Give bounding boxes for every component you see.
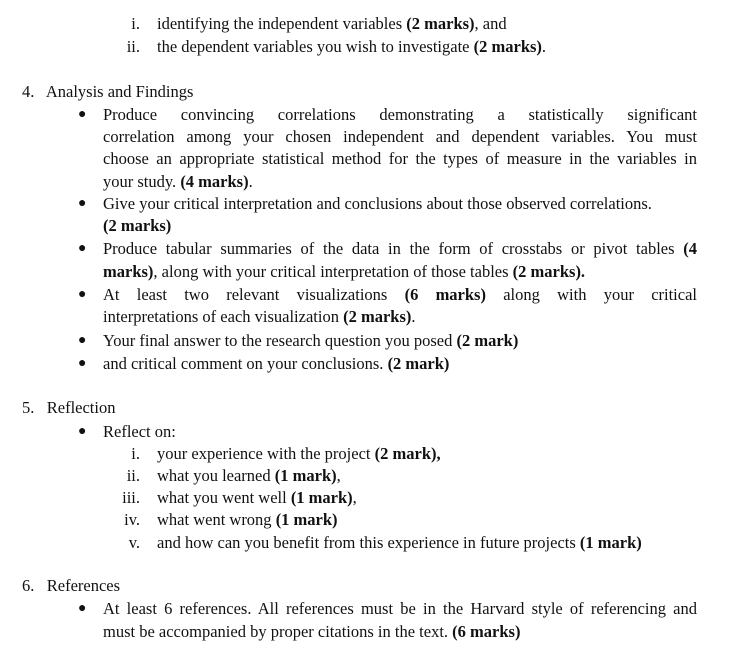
bullet-icon: ● bbox=[78, 196, 87, 211]
section-heading-reflection: 5. Reflection bbox=[22, 398, 116, 417]
list-item: the dependent variables you wish to investigate (2 marks). bbox=[157, 37, 547, 56]
list-item: what you went well (1 mark), bbox=[157, 488, 357, 507]
roman-numeral: ii. bbox=[126, 37, 140, 56]
section-heading-analysis: 4. Analysis and Findings bbox=[22, 82, 194, 101]
paragraph-line: correlation among your chosen independent and dependent variables. You must bbox=[103, 127, 697, 146]
list-item: your experience with the project (2 mark), bbox=[157, 444, 441, 463]
roman-numeral: ii. bbox=[126, 466, 140, 485]
roman-numeral: i. bbox=[131, 444, 140, 463]
paragraph-line: interpretations of each visualization (2 marks). bbox=[103, 307, 416, 326]
bullet-icon: ● bbox=[78, 107, 87, 122]
paragraph-line: choose an appropriate statistical method for the types of measure in the variables in bbox=[103, 149, 697, 168]
paragraph-line: Reflect on: bbox=[103, 422, 176, 441]
roman-numeral: v. bbox=[128, 533, 140, 552]
paragraph-line: your study. (4 marks). bbox=[103, 172, 253, 191]
bullet-icon: ● bbox=[78, 356, 87, 371]
bullet-icon: ● bbox=[78, 424, 87, 439]
roman-numeral: iii. bbox=[122, 488, 140, 507]
paragraph-line: and critical comment on your conclusions. (2 mark) bbox=[103, 354, 450, 373]
list-item: what went wrong (1 mark) bbox=[157, 510, 338, 529]
paragraph-line: Produce convincing correlations demonstrating a statistically significant bbox=[103, 105, 697, 124]
section-heading-references: 6. References bbox=[22, 576, 121, 595]
roman-numeral: i. bbox=[131, 14, 140, 33]
list-item: and how can you benefit from this experience in future projects (1 mark) bbox=[157, 533, 642, 552]
paragraph-line: (2 marks) bbox=[103, 216, 172, 235]
list-item: identifying the independent variables (2 marks), and bbox=[157, 14, 507, 33]
bullet-icon: ● bbox=[78, 287, 87, 302]
bullet-icon: ● bbox=[78, 333, 87, 348]
paragraph-line: Produce tabular summaries of the data in the form of crosstabs or pivot tables (4 bbox=[103, 239, 697, 258]
paragraph-line: Give your critical interpretation and conclusions about those observed correlations. bbox=[103, 194, 652, 213]
bullet-icon: ● bbox=[78, 601, 87, 616]
paragraph-line: Your final answer to the research question you posed (2 mark) bbox=[103, 331, 519, 350]
paragraph-line: At least two relevant visualizations (6 marks) along with your critical bbox=[103, 285, 697, 304]
paragraph-line: must be accompanied by proper citations in the text. (6 marks) bbox=[103, 622, 521, 641]
bullet-icon: ● bbox=[78, 241, 87, 256]
list-item: what you learned (1 mark), bbox=[157, 466, 341, 485]
paragraph-line: marks), along with your critical interpretation of those tables (2 marks). bbox=[103, 262, 586, 281]
paragraph-line: At least 6 references. All references must be in the Harvard style of referencing and bbox=[103, 599, 697, 618]
roman-numeral: iv. bbox=[124, 510, 140, 529]
